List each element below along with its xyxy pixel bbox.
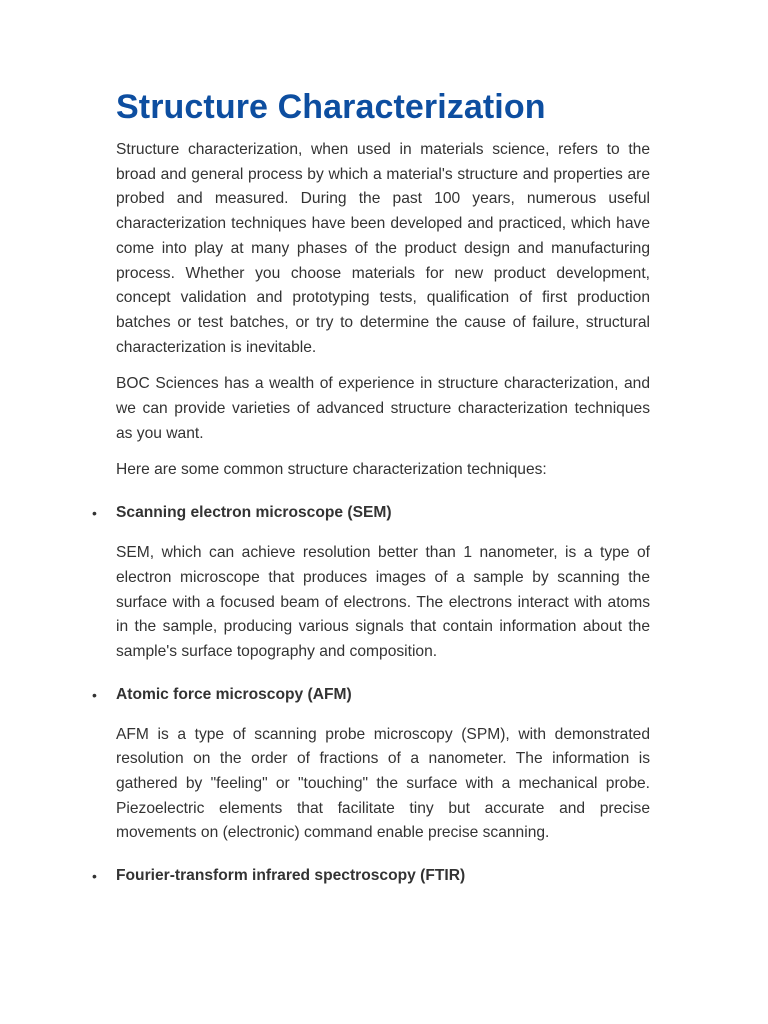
technique-description: SEM, which can achieve resolution better than 1 nanometer, is a type of electron microscope that produces images of a sample by scanning the surface with a focused beam of electrons. The electrons interact with atoms in the sample, producing various signals that contain information about the sample's surface topography and composition. bbox=[116, 544, 650, 660]
technique-heading-ftir bbox=[92, 864, 650, 888]
bullet-icon: • bbox=[92, 505, 97, 522]
bullet-icon: • bbox=[92, 686, 97, 703]
technique-description: AFM is a type of scanning probe microscopy (SPM), with demonstrated resolution on the order of fractions of a nanometer. The information is gathered by "feeling" or "touching" the surface with a mechanical probe. Piezoelectric elements that facilitate tiny but accurate and precise movements on (electronic) command enable precise scanning. bbox=[116, 725, 650, 842]
technique-name: Scanning electron microscope (SEM) bbox=[116, 504, 392, 522]
technique-heading-afm bbox=[92, 683, 650, 707]
document-page bbox=[92, 86, 650, 904]
bullet-icon: • bbox=[92, 868, 97, 885]
page-title: Structure Characterization bbox=[116, 88, 546, 126]
technique-name: Atomic force microscopy (AFM) bbox=[116, 685, 352, 703]
intro-paragraph: Structure characterization, when used in materials science, refers to the broad and general process by which a material's structure and properties are probed and measured. During the past 100 years, numerous useful characterization techniques have been developed and practiced, which have come into play at many phases of the product design and manufacturing process. Whether you choose materials for new product development, concept validation and prototyping tests, qualification of first production batches or test batches, or try to determine the cause of failure, structural characterization is inevitable. bbox=[116, 141, 650, 356]
intro-paragraph: Here are some common structure characterization techniques: bbox=[116, 461, 547, 479]
intro-paragraph: BOC Sciences has a wealth of experience in structure characterization, and we can provide varieties of advanced structure characterization techniques as you want. bbox=[116, 375, 650, 442]
technique-heading-sem bbox=[92, 501, 650, 525]
technique-name: Fourier-transform infrared spectroscopy (FTIR) bbox=[116, 867, 466, 885]
